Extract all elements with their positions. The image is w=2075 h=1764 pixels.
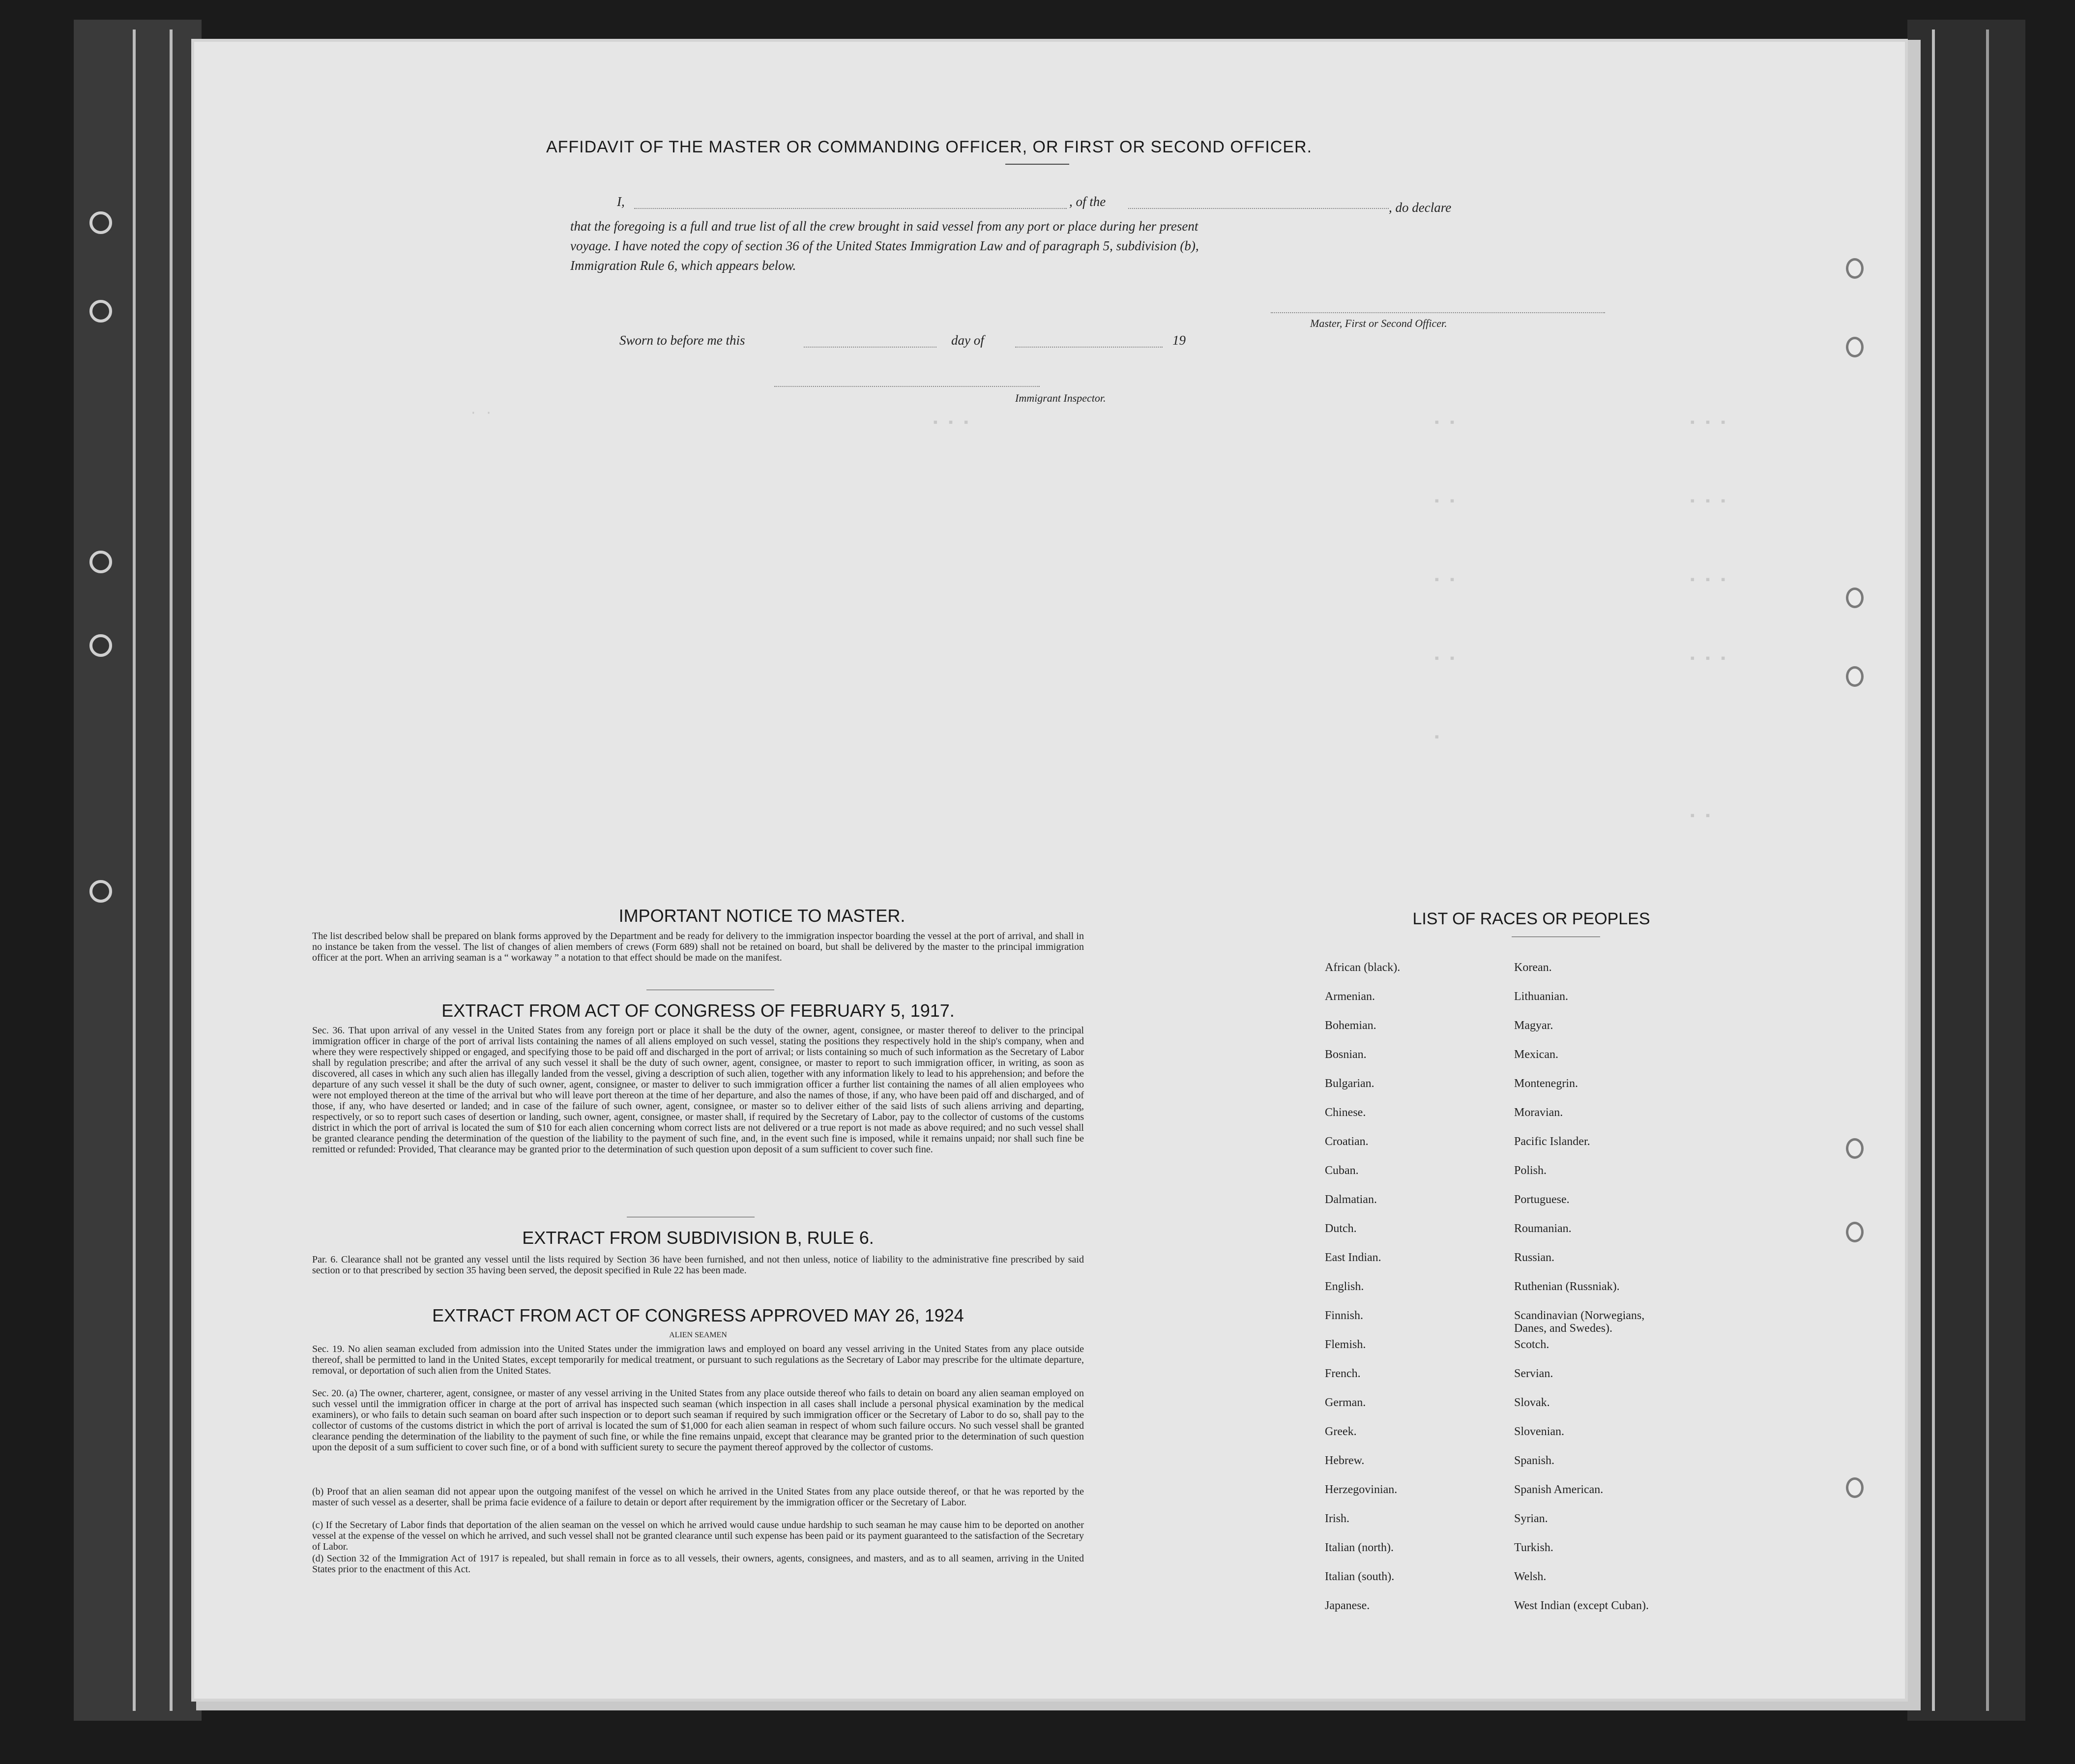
race-list-item: Scotch. bbox=[1514, 1338, 1549, 1351]
inspector-label: Immigrant Inspector. bbox=[1015, 392, 1106, 404]
affidavit-line-1: that the foregoing is a full and true list of all the crew brought in said vessel from any port or place during her present bbox=[570, 219, 1198, 234]
extract-rule6-text: Par. 6. Clearance shall not be granted any vessel until the lists required by Section 36 have been furnished, and not then unless, notice of liability to the administrative fine prescribed by said section or to that prescribed by section 35 having been served, the deposit specified in Rule 22 has been made. bbox=[312, 1254, 1084, 1276]
race-list-item: Bulgarian. bbox=[1325, 1077, 1374, 1090]
race-list-item: Ruthenian (Russniak). bbox=[1514, 1280, 1620, 1293]
race-list-item: Lithuanian. bbox=[1514, 990, 1568, 1003]
document-page bbox=[194, 42, 1905, 1699]
race-list-item: Japanese. bbox=[1325, 1599, 1370, 1612]
race-list-item: French. bbox=[1325, 1367, 1361, 1380]
race-list-item: East Indian. bbox=[1325, 1251, 1381, 1264]
extract-1924-sec19: Sec. 19. No alien seaman excluded from admission into the United States under the immigration laws and employed on board any vessel arriving in the United States from any place outside thereof, shall be permitted to land in the United States, except temporarily for medical treatment, or pursuant to such regulations as the Secretary of Labor may prescribe for the ultimate departure, removal, or deportation of such alien from the United States. bbox=[312, 1344, 1084, 1376]
extract-1924-sec20b: (b) Proof that an alien seaman did not appear upon the outgoing manifest of the vessel on which he arrived in the United States from any place outside thereof, or that he was reported by the master of such vessel as a deserter, shall be prima facie evidence of a failure to detain or deport after requirement by the immigration officer or the Secretary of Labor. bbox=[312, 1486, 1084, 1508]
race-list-item: German. bbox=[1325, 1396, 1366, 1409]
right-edge-line bbox=[1932, 29, 1935, 1711]
race-list-item: Mexican. bbox=[1514, 1048, 1558, 1061]
race-list-item: Bosnian. bbox=[1325, 1048, 1367, 1061]
race-list-item: Turkish. bbox=[1514, 1541, 1553, 1554]
bleed-through-mark: ▪ bbox=[1433, 730, 1441, 745]
race-list-item: Cuban. bbox=[1325, 1164, 1359, 1177]
race-list-item: Slovenian. bbox=[1514, 1425, 1564, 1438]
extract-1917-text: Sec. 36. That upon arrival of any vessel in the United States from any foreign port or place it shall be the duty of the owner, agent, consignee, or master thereof to deliver to the principal immigration officer in charge of the port of arrival lists containing the names of all aliens employed on such vessel, stating the positions they respectively hold in the ship's company, when and where they were respectively shipped or engaged, and specifying those to be paid off and discharged in the port of arrival; or lists containing so much of such information as the Secretary of Labor shall by regulation prescribe; and after the arrival of any such vessel it shall be the duty of such owner, agent, consignee, or master to report to such immigration officer, in writing, as soon as discovered, all cases in which any such alien has illegally landed from the vessel, giving a description of such alien, together with any information likely to lead to his apprehension; and before the departure of any such vessel it shall be the duty of such owner, agent, consignee, or master to deliver to such immigration officer a further list containing the names of all alien employees who were not employed thereon at the time of the arrival but who will leave port thereon at the time of her departure, and also the names of those, if any, who have been paid off and discharged, and of those, if any, who have deserted or landed; and in case of the failure of such owner, agent, consignee, or master so to deliver either of the said lists of such aliens arriving and departing, respectively, or so to report such cases of desertion or landing, such owner, agent, consignee, or master shall, if required by the Secretary of Labor, pay to the collector of customs of the customs district in which the port of arrival is located the sum of $10 for each alien concerning whom correct lists are not delivered or a true report is not made as above required; and no such vessel shall be granted clearance pending the determination of the question of the liability to the payment of such fine, and, in the event such fine is imposed, while it remains unpaid; nor shall such fine be remitted or refunded: Provided, That clearance may be granted prior to the determination of such question upon deposit of a sum sufficient to cover such fine. bbox=[312, 1025, 1084, 1155]
race-list-item: Bohemian. bbox=[1325, 1019, 1376, 1032]
bleed-through-mark: ▪ ▪ ▪ bbox=[1689, 494, 1727, 509]
race-list-item: Herzegovinian. bbox=[1325, 1483, 1398, 1496]
bleed-through-mark: ▪ ▪ bbox=[1433, 415, 1456, 430]
extract-1924-title: EXTRACT FROM ACT OF CONGRESS APPROVED MAY 26, 1924 bbox=[432, 1305, 964, 1325]
race-list-item: Spanish. bbox=[1514, 1454, 1555, 1467]
master-signature-label: Master, First or Second Officer. bbox=[1310, 317, 1447, 329]
race-list-item: Pacific Islander. bbox=[1514, 1135, 1590, 1148]
right-edge-strip bbox=[1907, 20, 2025, 1721]
punch-hole bbox=[1846, 588, 1864, 608]
title-underline bbox=[1005, 164, 1069, 165]
bleed-through-mark: · · bbox=[469, 406, 493, 420]
affidavit-title: AFFIDAVIT OF THE MASTER OR COMMANDING OFFICER, OR FIRST OR SECOND OFFICER. bbox=[546, 138, 1313, 156]
race-list-item: Montenegrin. bbox=[1514, 1077, 1578, 1090]
races-title: LIST OF RACES OR PEOPLES bbox=[1412, 910, 1650, 928]
affidavit-line-2: voyage. I have noted the copy of section 36 of the United States Immigration Law and of paragraph 5, subdivision (b), bbox=[570, 238, 1199, 253]
punch-hole bbox=[1846, 1477, 1864, 1498]
race-list-item: Italian (south). bbox=[1325, 1570, 1395, 1583]
affidavit-i-label: I, bbox=[617, 194, 625, 209]
binder-ring bbox=[89, 211, 112, 234]
bleed-through-mark: ▪ ▪ bbox=[1433, 494, 1456, 509]
race-list-item: Moravian. bbox=[1514, 1106, 1563, 1119]
punch-hole bbox=[1846, 337, 1864, 357]
race-list-item: Servian. bbox=[1514, 1367, 1553, 1380]
affidavit-line-3: Immigration Rule 6, which appears below. bbox=[570, 258, 796, 273]
race-list-item: Armenian. bbox=[1325, 990, 1375, 1003]
race-list-item: Italian (north). bbox=[1325, 1541, 1394, 1554]
race-list-item: Greek. bbox=[1325, 1425, 1357, 1438]
race-list-item: English. bbox=[1325, 1280, 1364, 1293]
extract-1924-sec20d: (d) Section 32 of the Immigration Act of 1917 is repealed, but shall remain in force as to all vessels, their owners, agents, consignees, and masters, and as to all seamen, arriving in the United States prior to the enactment of this Act. bbox=[312, 1553, 1084, 1575]
race-list-item: Croatian. bbox=[1325, 1135, 1369, 1148]
day-of-label: day of bbox=[951, 333, 984, 348]
punch-hole bbox=[1846, 666, 1864, 687]
binder-strip bbox=[74, 20, 202, 1721]
bleed-through-mark: ▪ ▪ bbox=[1689, 809, 1712, 823]
bleed-through-mark: ▪ ▪ ▪ bbox=[1689, 415, 1727, 430]
race-list-item: Dutch. bbox=[1325, 1222, 1357, 1235]
sworn-label: Sworn to before me this bbox=[619, 333, 745, 348]
extract-1924-sec20a: Sec. 20. (a) The owner, charterer, agent, consignee, or master of any vessel arriving in the United States from any place outside thereof who fails to detain on board any alien seaman employed on such vessel until the immigration officer in charge at the port of arrival has inspected such seaman (which inspection in all cases shall include a personal physical examination by the medical examiners), or who fails to detain such seaman on board after such inspection or to deport such seaman if required by such immigration officer or the Secretary of Labor to do so, shall pay to the collector of customs of the customs district in which the port of arrival is located the sum of $1,000 for each alien seaman in respect of whom such failure occurs. No such vessel shall be granted clearance pending the determination of the liability to the payment of such fine, or while the fine remains unpaid, except that clearance may be granted prior to the determination of such question upon the deposit of a sum sufficient to cover such fine, or of a bond with sufficient surety to secure the payment thereof approved by the collector of customs. bbox=[312, 1388, 1084, 1453]
affidavit-of-the: , of the bbox=[1069, 194, 1106, 209]
race-list-item: Russian. bbox=[1514, 1251, 1555, 1264]
race-list-item: Flemish. bbox=[1325, 1338, 1366, 1351]
bleed-through-mark: ▪ ▪ ▪ bbox=[1689, 651, 1727, 666]
race-list-item: African (black). bbox=[1325, 961, 1401, 974]
notice-text: The list described below shall be prepared on blank forms approved by the Department and be ready for delivery to the immigration inspector boarding the vessel at the port of arrival, and shall in no instance be taken from the vessel. The list of changes of alien members of crews (Form 689) shall not be retained on board, but shall be delivered by the master to the principal immigration officer at the port. When an arriving seaman is a “ workaway ” a notation to that effect should be made on the manifest. bbox=[312, 931, 1084, 963]
master-signature-line bbox=[1271, 312, 1605, 313]
race-list-item: Scandinavian (Norwegians, Danes, and Swedes). bbox=[1514, 1309, 1645, 1335]
punch-hole bbox=[1846, 258, 1864, 279]
extract-1924-subtitle: ALIEN SEAMEN bbox=[669, 1331, 727, 1339]
punch-hole bbox=[1846, 1138, 1864, 1159]
binder-ring bbox=[89, 634, 112, 657]
race-list-item: Korean. bbox=[1514, 961, 1552, 974]
binder-edge-line bbox=[133, 29, 136, 1711]
race-list-item: West Indian (except Cuban). bbox=[1514, 1599, 1649, 1612]
right-edge-line bbox=[1986, 29, 1989, 1711]
binder-ring bbox=[89, 551, 112, 573]
race-list-item: Roumanian. bbox=[1514, 1222, 1572, 1235]
binder-ring bbox=[89, 880, 112, 903]
bleed-through-mark: ▪ ▪ ▪ bbox=[1689, 573, 1727, 588]
race-list-item: Portuguese. bbox=[1514, 1193, 1570, 1206]
race-list-item: Welsh. bbox=[1514, 1570, 1547, 1583]
sworn-month-blank bbox=[1015, 347, 1163, 348]
vessel-blank bbox=[1128, 208, 1389, 209]
race-list-item: Chinese. bbox=[1325, 1106, 1366, 1119]
binder-ring bbox=[89, 300, 112, 323]
race-list-item: Polish. bbox=[1514, 1164, 1547, 1177]
race-list-item: Dalmatian. bbox=[1325, 1193, 1377, 1206]
race-list-item: Finnish. bbox=[1325, 1309, 1364, 1322]
race-list-item: Magyar. bbox=[1514, 1019, 1553, 1032]
race-list-item: Slovak. bbox=[1514, 1396, 1550, 1409]
bleed-through-mark: ▪ ▪ bbox=[1433, 573, 1456, 588]
race-list-item: Hebrew. bbox=[1325, 1454, 1365, 1467]
punch-hole bbox=[1846, 1222, 1864, 1242]
extract-rule6-title: EXTRACT FROM SUBDIVISION B, RULE 6. bbox=[522, 1228, 874, 1248]
bleed-through-mark: ▪ ▪ ▪ bbox=[932, 415, 970, 430]
year-label: 19 bbox=[1172, 333, 1186, 348]
sworn-day-blank bbox=[804, 347, 936, 348]
binder-edge-line bbox=[170, 29, 173, 1711]
affidavit-do-declare: , do declare bbox=[1389, 200, 1452, 215]
race-list-item: Syrian. bbox=[1514, 1512, 1548, 1525]
extract-1924-sec20c: (c) If the Secretary of Labor finds that deportation of the alien seaman on the vessel on which he arrived would cause undue hardship to such seaman he may cause him to be deported on another vessel at the expense of the vessel on which he arrived, and such vessel shall not be granted clearance until such expense has been paid or its payment guaranteed to the satisfaction of the Secretary of Labor. bbox=[312, 1520, 1084, 1552]
name-blank bbox=[634, 208, 1067, 209]
extract-1917-title: EXTRACT FROM ACT OF CONGRESS OF FEBRUARY 5, 1917. bbox=[441, 1000, 955, 1021]
race-list-item: Irish. bbox=[1325, 1512, 1349, 1525]
notice-title: IMPORTANT NOTICE TO MASTER. bbox=[618, 906, 906, 926]
race-list-item: Spanish American. bbox=[1514, 1483, 1604, 1496]
bleed-through-mark: ▪ ▪ bbox=[1433, 651, 1456, 666]
inspector-signature-line bbox=[774, 386, 1040, 387]
